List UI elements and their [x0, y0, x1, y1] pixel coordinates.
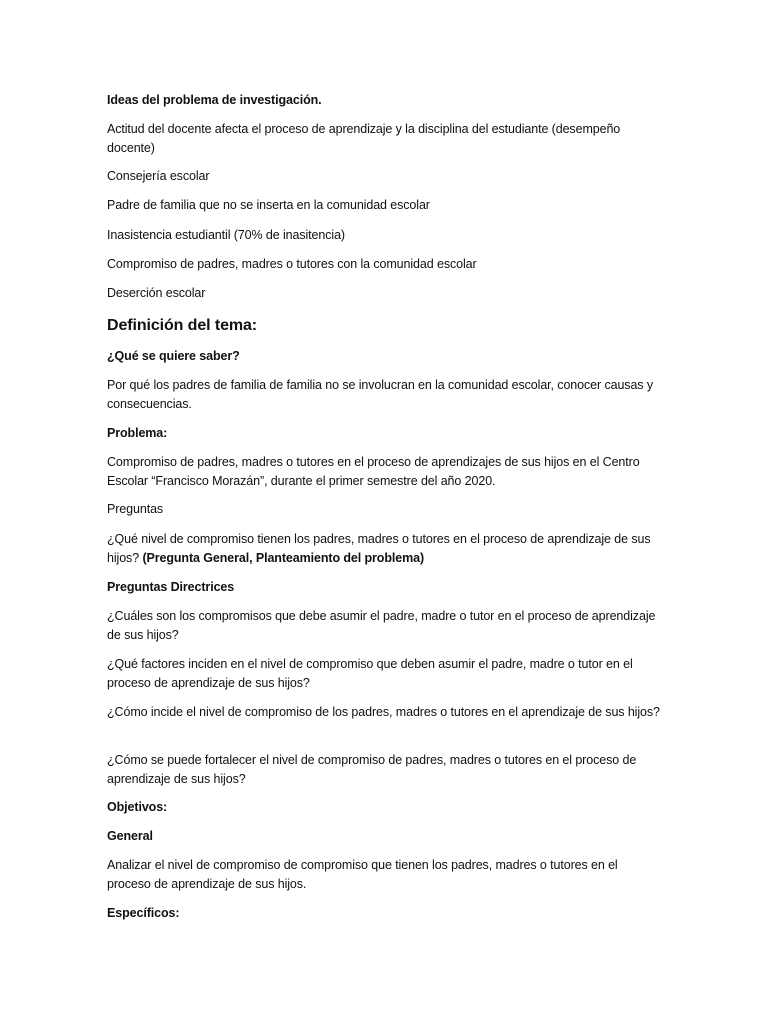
specific-heading: Específicos:: [107, 906, 180, 920]
directive-question: ¿Cómo se puede fortalecer el nivel de compromiso de padres, madres o tutores en el proceso de aprendizaje de sus hijos?: [107, 753, 637, 786]
general-heading: General: [107, 829, 153, 843]
general-question-text: ¿Qué nivel de compromiso tienen los padres, madres o tutores en el proceso de aprendizaje de sus hijos?: [107, 532, 651, 565]
general-question: [107, 530, 662, 568]
directive-question: ¿Cuáles son los compromisos que debe asumir el padre, madre o tutor en el proceso de aprendizaje de sus hijos?: [107, 609, 656, 642]
what-text: Por qué los padres de familia de familia no se involucran en la comunidad escolar, conocer causas y consecuencias.: [107, 378, 653, 411]
problem-text: Compromiso de padres, madres o tutores en el proceso de aprendizajes de sus hijos en el Centro Escolar “Francisco Morazán”, durante el primer semestre del año 2020.: [107, 455, 640, 488]
directive-question: ¿Qué factores inciden en el nivel de compromiso que deben asumir el padre, madre o tutor en el proceso de aprendizaje de sus hijos?: [107, 657, 633, 690]
idea-item: Padre de familia que no se inserta en la comunidad escolar: [107, 198, 430, 212]
problem-heading: Problema:: [107, 426, 168, 440]
directive-heading: Preguntas Directrices: [107, 580, 235, 594]
objectives-heading: Objetivos:: [107, 800, 168, 814]
idea-item: Compromiso de padres, madres o tutores con la comunidad escolar: [107, 257, 477, 271]
idea-item: Actitud del docente afecta el proceso de aprendizaje y la disciplina del estudiante (desempeño docente): [107, 122, 621, 155]
general-question-note: (Pregunta General, Planteamiento del problema): [142, 551, 425, 565]
definition-heading: Definición del tema:: [107, 317, 258, 334]
idea-item: Deserción escolar: [107, 286, 206, 300]
questions-heading: Preguntas: [107, 502, 164, 516]
what-heading: ¿Qué se quiere saber?: [107, 349, 240, 363]
ideas-heading: Ideas del problema de investigación.: [107, 93, 322, 107]
idea-item: Consejería escolar: [107, 169, 210, 183]
idea-item: Inasistencia estudiantil (70% de inasitencia): [107, 228, 345, 242]
general-objective: Analizar el nivel de compromiso de compromiso que tienen los padres, madres o tutores en el proceso de aprendizaje de sus hijos.: [107, 858, 618, 891]
directive-question: ¿Cómo incide el nivel de compromiso de los padres, madres o tutores en el aprendizaje de sus hijos?: [107, 705, 660, 719]
